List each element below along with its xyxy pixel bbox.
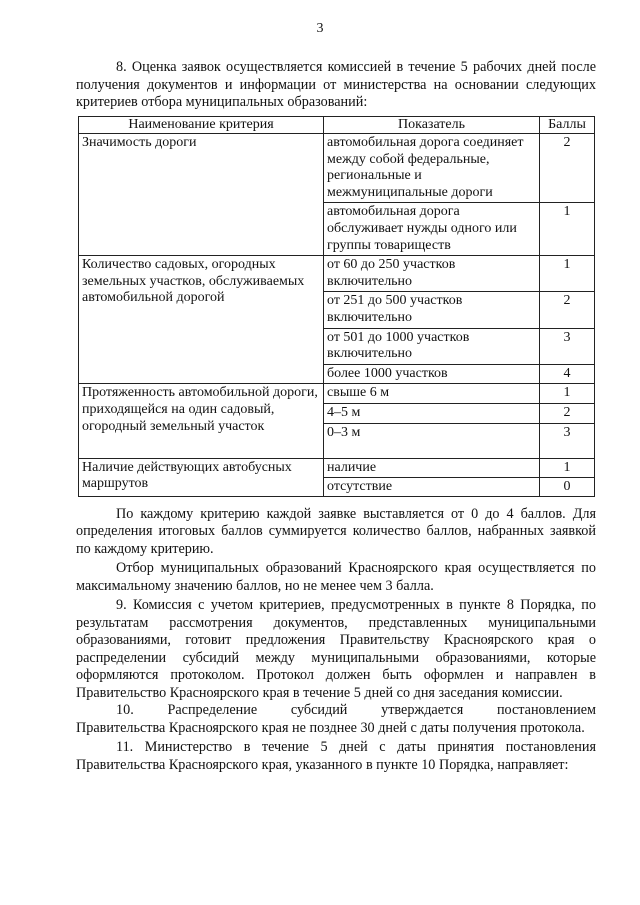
- table-row: [79, 256, 595, 292]
- score-cell: 1: [540, 384, 595, 404]
- indicator-cell: 4–5 м: [324, 404, 540, 424]
- score-cell: 2: [540, 292, 595, 328]
- indicator-cell: более 1000 участков: [324, 364, 540, 384]
- score-cell: 1: [540, 203, 595, 256]
- criterion-cell: Значимость дороги: [79, 134, 324, 256]
- criterion-cell: Протяженность автомобильной дороги, приходящейся на один садовый, огородный земельный участок: [79, 384, 324, 458]
- page-number: 3: [316, 21, 324, 36]
- document-body: [76, 59, 600, 774]
- score-cell: 0: [540, 478, 595, 497]
- indicator-cell: отсутствие: [324, 478, 540, 497]
- indicator-cell: от 60 до 250 участков включительно: [324, 256, 540, 292]
- score-cell: 3: [540, 328, 595, 364]
- indicator-cell: от 501 до 1000 участков включительно: [324, 328, 540, 364]
- table-row: [79, 458, 595, 478]
- table-row: [79, 384, 595, 404]
- paragraph-item-11: 11. Министерство в течение 5 дней с даты принятия постановления Правительства Красноярского края, указанного в пункте 10 Порядка, направляет:: [76, 739, 596, 773]
- table-header-row: [79, 116, 595, 134]
- score-cell: 4: [540, 364, 595, 384]
- criteria-table: [78, 116, 595, 497]
- indicator-cell: наличие: [324, 458, 540, 478]
- paragraph-selection: Отбор муниципальных образований Красноярского края осуществляется по максимальному значению баллов, но не менее чем 3 балла.: [76, 560, 596, 594]
- paragraph-item-10: 10. Распределение субсидий утверждается постановлением Правительства Красноярского края не позднее 30 дней с даты получения протокола.: [76, 702, 600, 736]
- paragraph-scoring: По каждому критерию каждой заявке выставляется от 0 до 4 баллов. Для определения итоговых баллов суммируется количество баллов, набранных заявкой по каждому критерию.: [76, 505, 596, 557]
- indicator-cell: автомобильная дорога обслуживает нужды одного или группы товариществ: [324, 203, 540, 256]
- criterion-cell: Количество садовых, огородных земельных участков, обслуживаемых автомобильной дорогой: [79, 256, 324, 384]
- score-cell: 2: [540, 134, 595, 203]
- score-cell: 2: [540, 404, 595, 424]
- score-cell: 1: [540, 458, 595, 478]
- score-cell: 3: [540, 423, 595, 458]
- header-indicator: Показатель: [324, 116, 540, 134]
- score-cell: 1: [540, 256, 595, 292]
- indicator-cell: 0–3 м: [324, 423, 540, 458]
- indicator-cell: свыше 6 м: [324, 384, 540, 404]
- indicator-cell: автомобильная дорога соединяет между собой федеральные, региональные и межмуниципальные дороги: [324, 134, 540, 203]
- criterion-cell: Наличие действующих автобусных маршрутов: [79, 458, 324, 496]
- table-row: [79, 134, 595, 203]
- indicator-cell: от 251 до 500 участков включительно: [324, 292, 540, 328]
- header-score: Баллы: [540, 116, 595, 134]
- paragraph-item-9: 9. Комиссия с учетом критериев, предусмотренных в пункте 8 Порядка, по результатам рассмотрения документов, представленных муниципальными образованиями, готовит предложения Правительству Красноярского края о распределении субсидий между муниципальными образованиями, которые оформляются протоколом. Протокол должен быть оформлен и направлен в Правительство Красноярского края в течение 5 дней со дня заседания комиссии.: [76, 597, 596, 701]
- header-criterion: Наименование критерия: [79, 116, 324, 134]
- paragraph-item-8-intro: 8. Оценка заявок осуществляется комиссией в течение 5 рабочих дней после получения документов и информации от министерства на основании следующих критериев отбора муниципальных образований:: [76, 59, 596, 110]
